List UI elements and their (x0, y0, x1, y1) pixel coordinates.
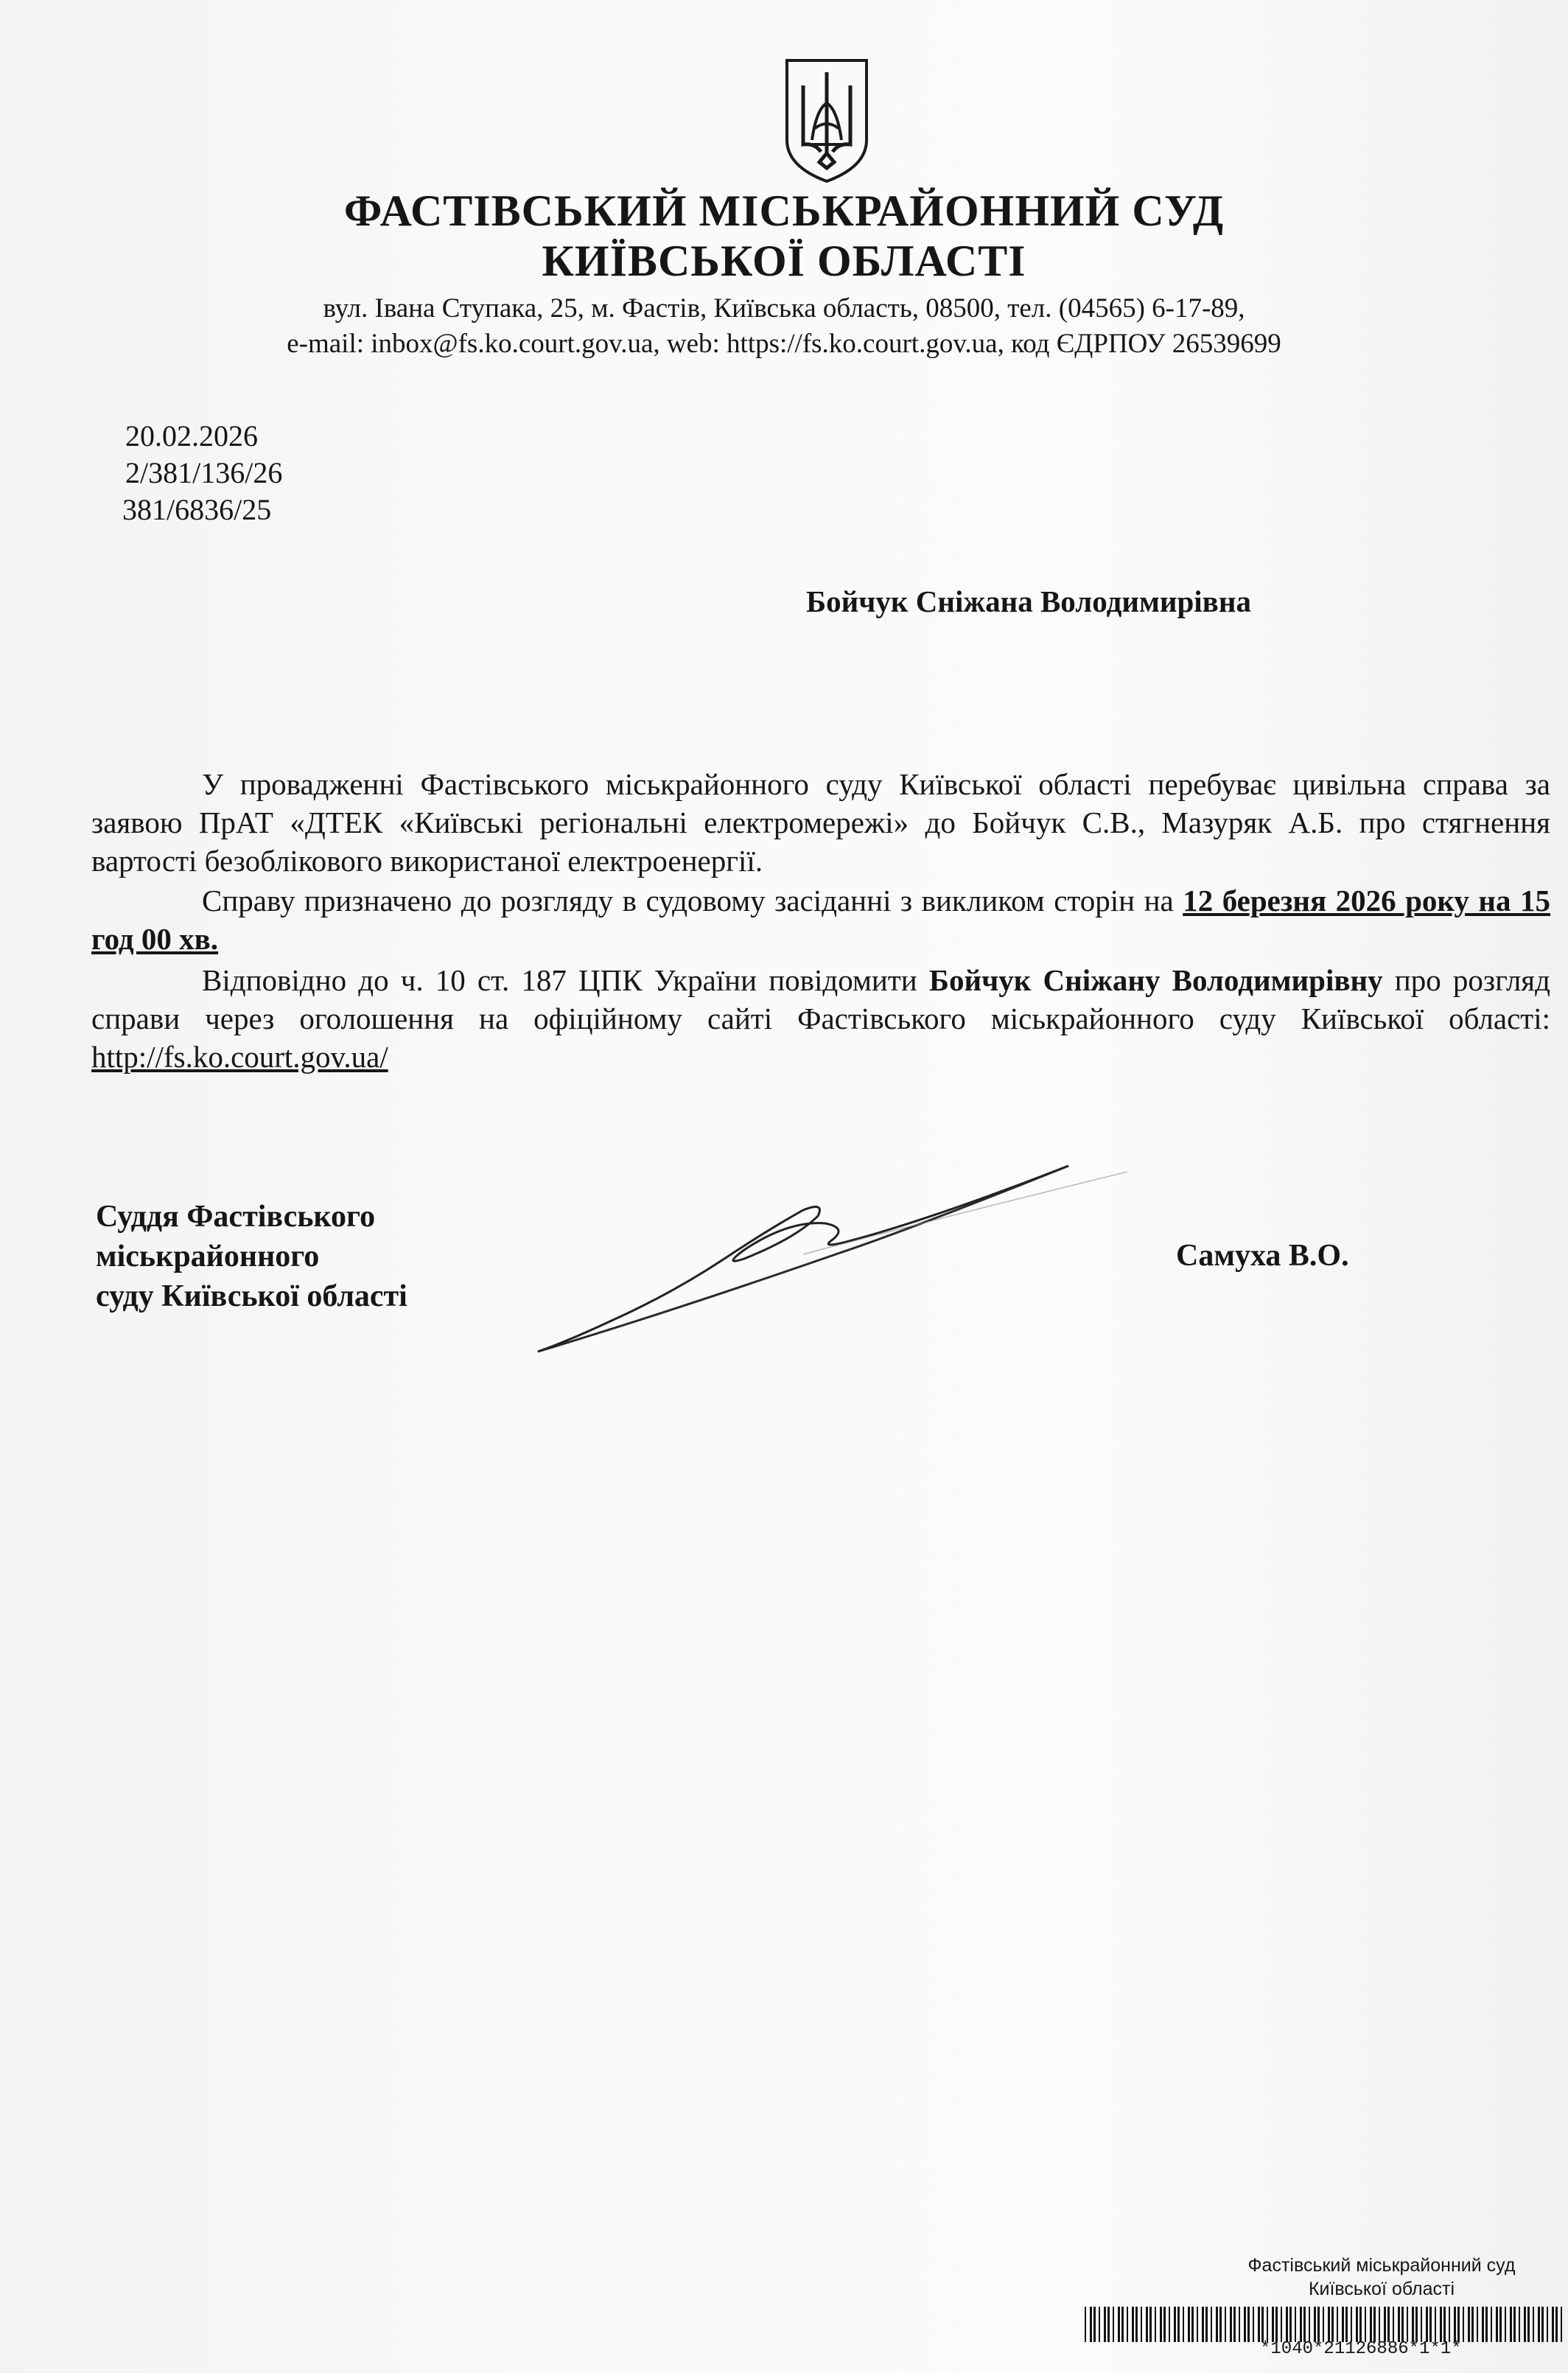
barcode-bar (1188, 2307, 1190, 2342)
barcode-bar (1468, 2307, 1470, 2342)
barcode-bar (1457, 2307, 1460, 2342)
barcode-bar (1244, 2307, 1246, 2342)
barcode-bar (1359, 2307, 1362, 2342)
barcode-bar (1393, 2307, 1394, 2342)
barcode-bar (1267, 2307, 1268, 2342)
barcode-bar (1303, 2307, 1306, 2342)
notified-person: Бойчук Сніжану Володимирівну (928, 963, 1383, 997)
barcode-bar (1328, 2307, 1330, 2342)
barcode-bar (1197, 2307, 1198, 2342)
barcode-bar (1169, 2307, 1170, 2342)
barcode-bar (1113, 2307, 1114, 2342)
barcode-bar (1149, 2307, 1152, 2342)
judge-title-line1: Суддя Фастівського (96, 1200, 376, 1234)
barcode-bar (1121, 2307, 1124, 2342)
barcode-bar (1552, 2307, 1554, 2342)
barcode-bar (1443, 2307, 1446, 2342)
barcode-number: *1040*21126886*1*1* (1260, 2339, 1462, 2359)
barcode-bar (1247, 2307, 1250, 2342)
barcode-bar (1300, 2307, 1302, 2342)
barcode-bar (1225, 2307, 1226, 2342)
barcode-bar (1477, 2307, 1478, 2342)
barcode-bar (1127, 2307, 1128, 2342)
barcode-bar (1541, 2307, 1544, 2342)
barcode-bar (1261, 2307, 1264, 2342)
paragraph-notice (91, 961, 1550, 1076)
barcode-bar (1499, 2307, 1502, 2342)
hearing-text: Справу призначено до розгляду в судовому засіданні з викликом сторін на (202, 884, 1183, 918)
document-number: 2/381/136/26 (125, 456, 283, 489)
barcode-bar (1426, 2307, 1428, 2342)
barcode-bar (1491, 2307, 1492, 2342)
stamp-line1: Фастівський міськрайонний суд (1247, 2255, 1516, 2276)
barcode-bar (1555, 2307, 1558, 2342)
barcode-bar (1230, 2307, 1232, 2342)
handwritten-signature (523, 1157, 1127, 1371)
barcode-bar (1191, 2307, 1194, 2342)
barcode-bar (1177, 2307, 1180, 2342)
barcode-bar (1107, 2307, 1110, 2342)
barcode-bar (1407, 2307, 1408, 2342)
court-website-link[interactable]: http://fs.ko.court.gov.ua/ (91, 1040, 388, 1074)
barcode-bar (1239, 2307, 1240, 2342)
barcode-bar (1323, 2307, 1324, 2342)
barcode-bar (1471, 2307, 1474, 2342)
barcode-bar (1141, 2307, 1142, 2342)
barcode-bar (1135, 2307, 1138, 2342)
barcode-bar (1211, 2307, 1212, 2342)
coat-of-arms-icon (783, 57, 871, 184)
barcode-bar (1412, 2307, 1414, 2342)
barcode-bar (1379, 2307, 1380, 2342)
barcode-bar (1415, 2307, 1418, 2342)
barcode-bar (1463, 2307, 1464, 2342)
barcode-bar (1356, 2307, 1358, 2342)
barcode-bar (1258, 2307, 1260, 2342)
barcode-bar (1104, 2307, 1106, 2342)
barcode-bar (1440, 2307, 1442, 2342)
court-name-line1: ФАСТІВСЬКИЙ МІСЬКРАЙОННИЙ СУД (343, 186, 1225, 235)
addressee-name: Бойчук Сніжана Володимирівна (806, 584, 1251, 618)
barcode-bar (1146, 2307, 1148, 2342)
barcode-bar (1345, 2307, 1348, 2342)
court-contacts: e-mail: inbox@fs.ko.court.gov.ua, web: https://fs.ko.court.gov.ua, код ЄДРПОУ 26539699 (287, 329, 1281, 359)
hearing-date: 12 березня 2026 року на 15 год 00 хв. (91, 884, 1551, 956)
barcode-bar (1295, 2307, 1296, 2342)
barcode-bar (1219, 2307, 1222, 2342)
barcode-bar (1163, 2307, 1166, 2342)
barcode-bar (1202, 2307, 1204, 2342)
judge-title-line2: міськрайонного (96, 1240, 320, 1273)
barcode-bar (1351, 2307, 1352, 2342)
barcode-bar (1485, 2307, 1488, 2342)
barcode-bar (1454, 2307, 1456, 2342)
barcode-bar (1314, 2307, 1316, 2342)
barcode-bar (1118, 2307, 1120, 2342)
barcode-bar (1289, 2307, 1292, 2342)
judge-title (96, 1197, 407, 1316)
barcode-bar (1527, 2307, 1530, 2342)
barcode-bar (1337, 2307, 1338, 2342)
barcode-bar (1281, 2307, 1282, 2342)
barcode-bar (1373, 2307, 1376, 2342)
barcode-bar (1524, 2307, 1526, 2342)
court-stamp (1208, 2254, 1555, 2301)
barcode-bar (1421, 2307, 1422, 2342)
barcode-bar (1155, 2307, 1156, 2342)
barcode-bar (1538, 2307, 1540, 2342)
barcode-bar (1398, 2307, 1400, 2342)
barcode-bar (1183, 2307, 1184, 2342)
barcode-bar (1435, 2307, 1436, 2342)
barcode-bar (1513, 2307, 1516, 2342)
barcode-bar (1510, 2307, 1512, 2342)
barcode-bar (1505, 2307, 1506, 2342)
barcode-bar (1547, 2307, 1548, 2342)
barcode-bar (1132, 2307, 1134, 2342)
barcode-bar (1085, 2307, 1086, 2342)
barcode-bar (1093, 2307, 1096, 2342)
barcode-bar (1331, 2307, 1334, 2342)
barcode-bar (1099, 2307, 1100, 2342)
stamp-line2: Київської області (1308, 2279, 1455, 2299)
barcode-bar (1365, 2307, 1366, 2342)
barcode-bar (1496, 2307, 1498, 2342)
judge-title-line3: суду Київської області (96, 1279, 407, 1313)
judge-name: Самуха В.О. (1176, 1239, 1349, 1273)
barcode-bar (1317, 2307, 1320, 2342)
barcode-bar (1401, 2307, 1404, 2342)
barcode-bar (1090, 2307, 1092, 2342)
barcode-bar (1275, 2307, 1278, 2342)
barcode (1085, 2307, 1568, 2342)
barcode-bar (1370, 2307, 1372, 2342)
barcode-bar (1309, 2307, 1310, 2342)
barcode-bar (1449, 2307, 1450, 2342)
barcode-bar (1384, 2307, 1386, 2342)
barcode-bar (1216, 2307, 1218, 2342)
barcode-bar (1205, 2307, 1208, 2342)
paragraph-case: У провадженні Фастівського міськрайонного суду Київської області перебуває цивільна справа за заявою ПрАТ «ДТЕК «Київські регіональні електромережі» до Бойчук С.В., Мазуряк А.Б. про стягнення вартості безоблікового використаної електроенергії. (91, 767, 1550, 878)
barcode-bar (1387, 2307, 1390, 2342)
barcode-bar (1482, 2307, 1484, 2342)
barcode-bar (1519, 2307, 1520, 2342)
barcode-bar (1286, 2307, 1288, 2342)
court-address: вул. Івана Ступака, 25, м. Фастів, Київська область, 08500, тел. (04565) 6-17-89, (323, 293, 1245, 324)
barcode-bar (1233, 2307, 1236, 2342)
barcode-bar (1429, 2307, 1432, 2342)
barcode-bar (1533, 2307, 1534, 2342)
court-name-line2: КИЇВСЬКОЇ ОБЛАСТІ (542, 237, 1026, 285)
barcode-bar (1561, 2307, 1562, 2342)
barcode-bar (1160, 2307, 1162, 2342)
paragraph-hearing (91, 881, 1550, 958)
barcode-bar (1174, 2307, 1176, 2342)
barcode-bar (1253, 2307, 1254, 2342)
document-date: 20.02.2026 (125, 419, 258, 452)
case-number: 381/6836/25 (122, 493, 272, 526)
notice-text-cont: про розгляд справи через оголошення на офіційному сайті Фастівського міськрайонного суду Київської області: (91, 963, 1550, 1035)
barcode-bar (1272, 2307, 1274, 2342)
barcode-bar (1342, 2307, 1344, 2342)
notice-text: Відповідно до ч. 10 ст. 187 ЦПК України повідомити (202, 963, 929, 997)
